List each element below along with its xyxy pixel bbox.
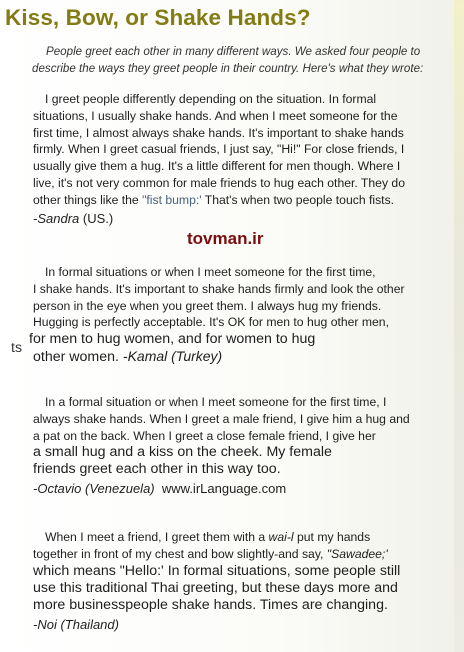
paragraph-line: which means "Hello:' In formal situations, some people still xyxy=(33,562,401,579)
paragraph-line: usually give them a hug. It's a little different for men though. Where I xyxy=(33,159,401,174)
paragraph-line: always shake hands. When I greet a male friend, I give him a hug and xyxy=(33,411,410,426)
paragraph-line: In formal situations or when I meet someone for the first time, xyxy=(45,265,376,279)
paragraph-line xyxy=(33,546,453,563)
margin-fragment: ts xyxy=(11,340,23,356)
site-url: www.irLanguage.com xyxy=(161,481,287,497)
sawadee-word: "Sawadee;' xyxy=(326,546,388,561)
paragraph-line: Hugging is perfectly acceptable. It's OK for men to hug other men, xyxy=(33,315,389,330)
line-text: other things like the xyxy=(33,192,143,207)
intro-line: describe the ways they greet people in their country. Here's what they wrote: xyxy=(32,62,424,75)
octavio-signature-line xyxy=(33,481,453,498)
paragraph-line: a small hug and a kiss on the cheek. My female xyxy=(33,444,332,461)
paragraph-line: In a formal situation or when I meet someone for the first time, I xyxy=(45,395,387,409)
intro-paragraph xyxy=(32,43,452,77)
sandra-signature xyxy=(33,211,453,228)
paragraph-line: a pat on the back. When I greet a close female friend, I give her xyxy=(33,428,376,443)
sandra-paragraph xyxy=(33,91,453,227)
page-edge-strip xyxy=(454,0,464,652)
kamal-paragraph xyxy=(29,264,453,366)
line-text: That's when two people touch fists. xyxy=(201,192,395,207)
intro-line: People greet each other in many different ways. We asked four people to xyxy=(46,45,421,58)
paragraph-line: I greet people differently depending on the situation. In formal xyxy=(45,92,377,106)
noi-paragraph xyxy=(33,529,453,633)
paragraph-line xyxy=(33,192,453,209)
paragraph-line: use this traditional Thai greeting, but these days more and xyxy=(33,579,398,596)
paragraph-line: more businesspeople shake hands. Times are changing. xyxy=(33,596,388,613)
noi-signature: -Noi (Thailand) xyxy=(33,616,119,632)
octavio-paragraph xyxy=(33,394,453,498)
octavio-signature: -Octavio (Venezuela) xyxy=(33,481,155,497)
paragraph-line: firmly. When I greet casual friends, I just say, "Hi!" For close friends, I xyxy=(33,142,405,157)
paragraph-line xyxy=(33,348,453,366)
line-text: other women. xyxy=(33,349,123,366)
wai-word: wai-l xyxy=(268,530,294,544)
signature-country: (US.) xyxy=(79,210,114,226)
paragraph-line xyxy=(33,529,453,546)
paragraph-line: friends greet each other in this way too. xyxy=(33,461,281,478)
kamal-signature: -Kamal (Turkey) xyxy=(122,348,223,365)
fist-bump-highlight: "fist bump:' xyxy=(142,192,202,207)
watermark-text: tovman.ir xyxy=(187,229,264,248)
paragraph-line: for men to hug women, and for women to hug xyxy=(29,331,316,348)
signature-name: -Sandra xyxy=(33,210,80,226)
paragraph-line: live, it's not very common for male friends to hug each other. They do xyxy=(33,175,405,190)
paragraph-line: person in the eye when you greet them. I always hug my friends. xyxy=(33,298,382,313)
paragraph-line: I shake hands. It's important to shake hands firmly and look the other xyxy=(33,281,405,296)
paragraph-line: first time, I almost always shake hands. It's important to shake hands xyxy=(33,125,404,140)
paragraph-line: situations, I usually shake hands. And when I meet someone for the xyxy=(33,108,398,123)
line-text: When I meet a friend, I greet them with a xyxy=(45,530,269,544)
line-text: together in front of my chest and bow slightly-and say, xyxy=(33,546,327,561)
page-title: Kiss, Bow, or Shake Hands? xyxy=(5,5,311,30)
line-text: put my hands xyxy=(293,530,371,544)
